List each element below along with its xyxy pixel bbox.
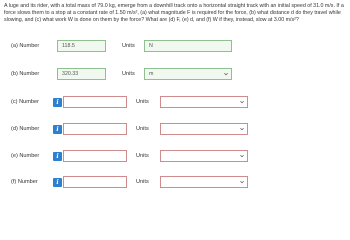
info-icon[interactable]: i bbox=[53, 125, 62, 134]
chevron-down-icon bbox=[240, 154, 244, 158]
part-label: (a) Number bbox=[11, 43, 40, 49]
problem-statement: A luge and its rider, with a total mass of 79.0 kg, emerge from a downhill track onto a horizontal straight track with an initial speed of 31.0 m/s. If a force slows them to a stop at a constant rate of 1.50 m/s², (a) what magnitude F is required for the force, (b) what distance d do they travel while slowing, and (c) what work W is done on them by the force? What are (d) F, (e) d, and (f) W if they, instead, slow at 3.00 m/s²? bbox=[4, 3, 344, 24]
part-label: (e) Number bbox=[11, 153, 40, 159]
number-input[interactable]: 320.33 bbox=[57, 68, 106, 80]
chevron-down-icon bbox=[240, 180, 244, 184]
units-select[interactable] bbox=[144, 68, 232, 80]
units-select[interactable] bbox=[160, 123, 248, 135]
units-selected-value: m bbox=[149, 71, 154, 77]
chevron-down-icon bbox=[240, 127, 244, 131]
part-label: (b) Number bbox=[11, 71, 40, 77]
units-label: Units bbox=[122, 71, 135, 77]
units-label: Units bbox=[136, 153, 149, 159]
answer-row-b bbox=[0, 68, 350, 82]
answer-row-a bbox=[0, 40, 350, 54]
chevron-down-icon bbox=[224, 72, 228, 76]
units-select[interactable] bbox=[160, 150, 248, 162]
info-icon[interactable]: i bbox=[53, 178, 62, 187]
info-icon[interactable]: i bbox=[53, 152, 62, 161]
answer-row-e bbox=[0, 150, 350, 164]
units-label: Units bbox=[122, 43, 135, 49]
answer-row-f bbox=[0, 176, 350, 190]
part-label: (f) Number bbox=[11, 179, 38, 185]
number-input[interactable] bbox=[63, 123, 127, 135]
number-input[interactable] bbox=[63, 176, 127, 188]
units-select[interactable] bbox=[144, 40, 232, 52]
info-icon[interactable]: i bbox=[53, 98, 62, 107]
part-label: (c) Number bbox=[11, 99, 39, 105]
units-select[interactable] bbox=[160, 176, 248, 188]
chevron-down-icon bbox=[240, 100, 244, 104]
part-label: (d) Number bbox=[11, 126, 40, 132]
units-select[interactable] bbox=[160, 96, 248, 108]
answer-row-c bbox=[0, 96, 350, 110]
units-label: Units bbox=[136, 99, 149, 105]
number-input[interactable] bbox=[63, 96, 127, 108]
number-input[interactable] bbox=[63, 150, 127, 162]
units-label: Units bbox=[136, 179, 149, 185]
units-label: Units bbox=[136, 126, 149, 132]
number-input[interactable]: 118.5 bbox=[57, 40, 106, 52]
units-selected-value: N bbox=[149, 43, 153, 49]
answer-row-d bbox=[0, 123, 350, 137]
